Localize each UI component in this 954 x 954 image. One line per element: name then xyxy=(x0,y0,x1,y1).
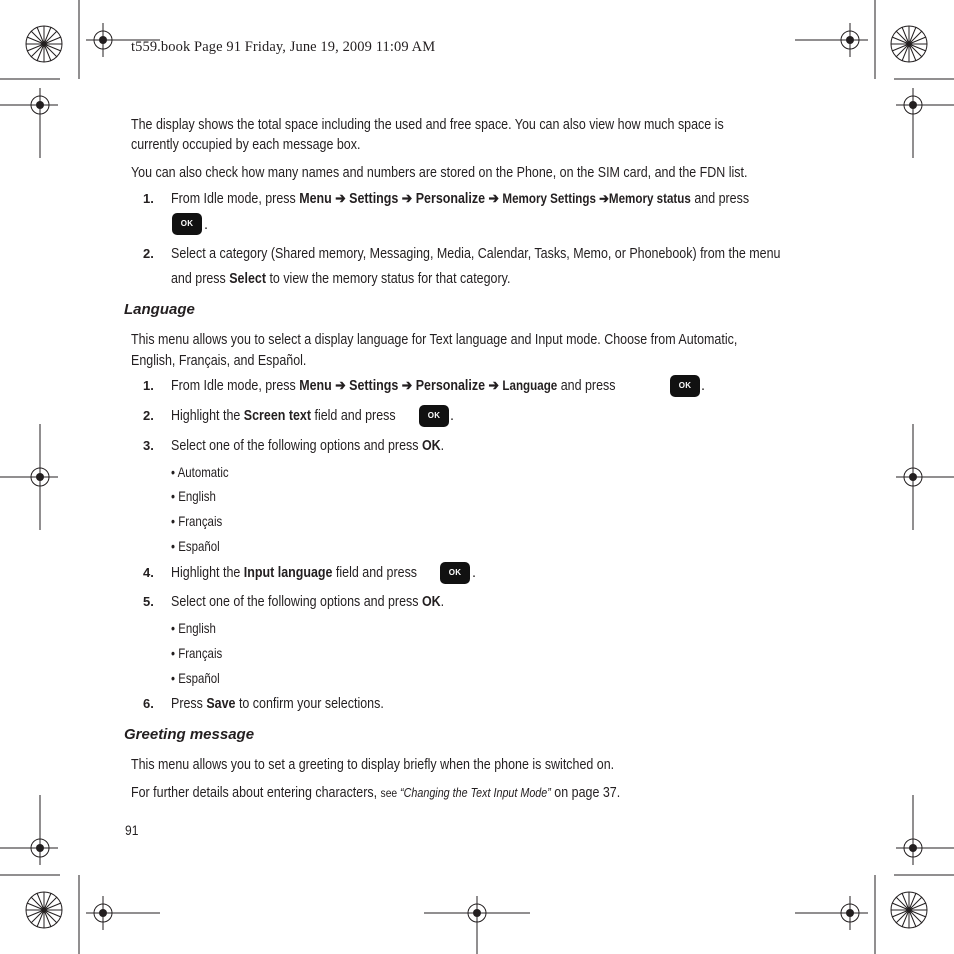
language-step-6: Press Save to confirm your selections. xyxy=(171,696,384,712)
starburst-top-left-icon xyxy=(26,26,62,62)
step-number: 2. xyxy=(143,408,154,423)
list-item: • Français xyxy=(171,645,223,661)
step-number: 1. xyxy=(143,378,154,393)
language-step-3: Select one of the following options and press OK. xyxy=(171,438,445,454)
step-number: 6. xyxy=(143,696,154,711)
ok-key-icon: OK xyxy=(172,213,202,235)
book-header: t559.book Page 91 Friday, June 19, 2009 11:09 AM xyxy=(131,39,436,55)
intro-paragraph-1a: The display shows the total space including the used and free space. You can also view how much space is xyxy=(131,117,724,133)
language-step-4: Highlight the Input language field and press xyxy=(171,565,418,581)
memory-step-2a: Select a category (Shared memory, Messaging, Media, Calendar, Tasks, Memo, or Phonebook) from the menu xyxy=(171,246,781,262)
list-item: • Español xyxy=(171,538,220,554)
intro-paragraph-2: You can also check how many names and numbers are stored on the Phone, on the SIM card, and the FDN list. xyxy=(131,165,748,181)
period: . xyxy=(204,217,209,233)
period: . xyxy=(450,408,455,424)
step-number: 3. xyxy=(143,438,154,453)
ok-key-icon: OK xyxy=(440,562,470,584)
list-item: • Automatic xyxy=(171,464,229,480)
list-item: • English xyxy=(171,620,216,636)
step-number: 1. xyxy=(143,191,154,206)
language-step-2: Highlight the Screen text field and press xyxy=(171,408,396,424)
language-step-1: From Idle mode, press Menu ➔ Settings ➔ Personalize ➔ Language and press xyxy=(171,378,616,394)
list-item: • English xyxy=(171,488,216,504)
intro-paragraph-1b: currently occupied by each message box. xyxy=(131,137,361,153)
language-paragraph-a: This menu allows you to select a display language for Text language and Input mode. Choose from Automatic, xyxy=(131,332,738,348)
language-step-5: Select one of the following options and press OK. xyxy=(171,594,445,610)
cross-reference-link: “Changing the Text Input Mode” xyxy=(400,786,551,800)
step-number: 2. xyxy=(143,246,154,261)
starburst-bottom-left-icon xyxy=(26,892,62,928)
period: . xyxy=(472,565,477,581)
starburst-bottom-right-icon xyxy=(891,892,927,928)
language-paragraph-b: English, Français, and Español. xyxy=(131,353,307,369)
list-item: • Français xyxy=(171,513,223,529)
section-heading-language: Language xyxy=(124,301,195,318)
memory-step-1: From Idle mode, press Menu ➔ Settings ➔ Personalize ➔ Memory Settings ➔Memory status and press xyxy=(171,191,750,207)
section-heading-greeting: Greeting message xyxy=(124,726,255,743)
step-number: 5. xyxy=(143,594,154,609)
page-number: 91 xyxy=(125,822,139,838)
period: . xyxy=(701,378,706,394)
step-number: 4. xyxy=(143,565,154,580)
ok-key-icon: OK xyxy=(670,375,700,397)
list-item: • Español xyxy=(171,670,220,686)
greeting-paragraph-2: For further details about entering characters, see “Changing the Text Input Mode” on page 37. xyxy=(131,785,621,801)
memory-step-2b: and press Select to view the memory status for that category. xyxy=(171,271,511,287)
greeting-paragraph-1: This menu allows you to set a greeting to display briefly when the phone is switched on. xyxy=(131,757,615,773)
ok-key-icon: OK xyxy=(419,405,449,427)
starburst-top-right-icon xyxy=(891,26,927,62)
